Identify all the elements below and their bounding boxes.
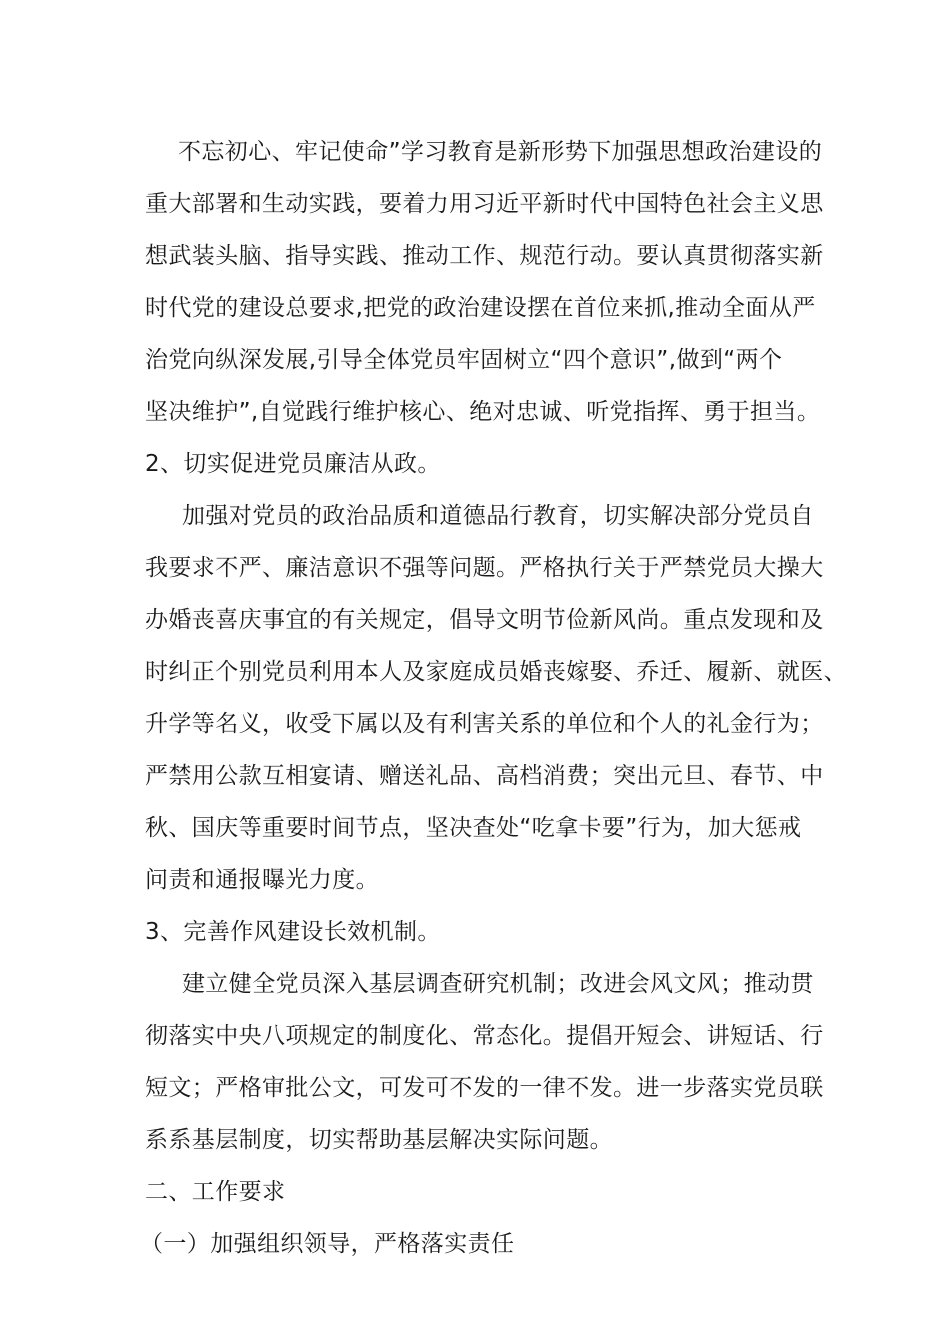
- paragraph-1-line-3: 想武装头脑、指导实践、推动工作、规范行动。要认真贯彻落实新: [145, 243, 824, 269]
- paragraph-1-line-2: 重大部署和生动实践，要着力用习近平新时代中国特色社会主义思: [145, 191, 824, 217]
- paragraph-3-line-2: 彻落实中央八项规定的制度化、常态化。提倡开短会、讲短话、行: [145, 1023, 824, 1049]
- paragraph-3-line-3: 短文；严格审批公文，可发可不发的一律不发。进一步落实党员联: [145, 1075, 824, 1101]
- paragraph-2-line-3: 办婚丧喜庆事宜的有关规定，倡导文明节俭新风尚。重点发现和及: [145, 607, 824, 633]
- paragraph-2-line-1: 加强对党员的政治品质和道德品行教育，切实解决部分党员自: [182, 503, 814, 529]
- section-heading-work-requirements: 二、工作要求: [145, 1179, 286, 1205]
- paragraph-1-line-4: 时代党的建设总要求,把党的政治建设摆在首位来抓,推动全面从严: [145, 295, 816, 321]
- paragraph-1-line-6: 坚决维护”,自觉践行维护核心、绝对忠诚、听党指挥、勇于担当。: [145, 399, 821, 425]
- paragraph-3-line-4: 系系基层制度，切实帮助基层解决实际问题。: [145, 1127, 613, 1153]
- paragraph-2-line-4: 时纠正个别党员利用本人及家庭成员婚丧嫁娶、乔迁、履新、就医、: [145, 659, 847, 685]
- paragraph-1-line-1: 不忘初心、牢记使命”学习教育是新形势下加强思想政治建设的: [178, 139, 823, 165]
- section-heading-3: 3、完善作风建设长效机制。: [145, 919, 441, 945]
- paragraph-2-line-6: 严禁用公款互相宴请、赠送礼品、高档消费；突出元旦、春节、中: [145, 763, 824, 789]
- paragraph-2-line-8: 问责和通报曝光力度。: [145, 867, 379, 893]
- subsection-heading-1: （一）加强组织领导，严格落实责任: [140, 1231, 515, 1257]
- paragraph-3-line-1: 建立健全党员深入基层调查研究机制；改进会风文风；推动贯: [182, 971, 814, 997]
- section-heading-2: 2、切实促进党员廉洁从政。: [145, 451, 441, 477]
- paragraph-2-line-2: 我要求不严、廉洁意识不强等问题。严格执行关于严禁党员大操大: [145, 555, 824, 581]
- paragraph-1-line-5: 治党向纵深发展,引导全体党员牢固树立“四个意识”,做到“两个: [145, 347, 783, 373]
- paragraph-2-line-5: 升学等名义，收受下属以及有利害关系的单位和个人的礼金行为；: [145, 711, 824, 737]
- paragraph-2-line-7: 秋、国庆等重要时间节点，坚决查处“吃拿卡要”行为，加大惩戒: [145, 815, 802, 841]
